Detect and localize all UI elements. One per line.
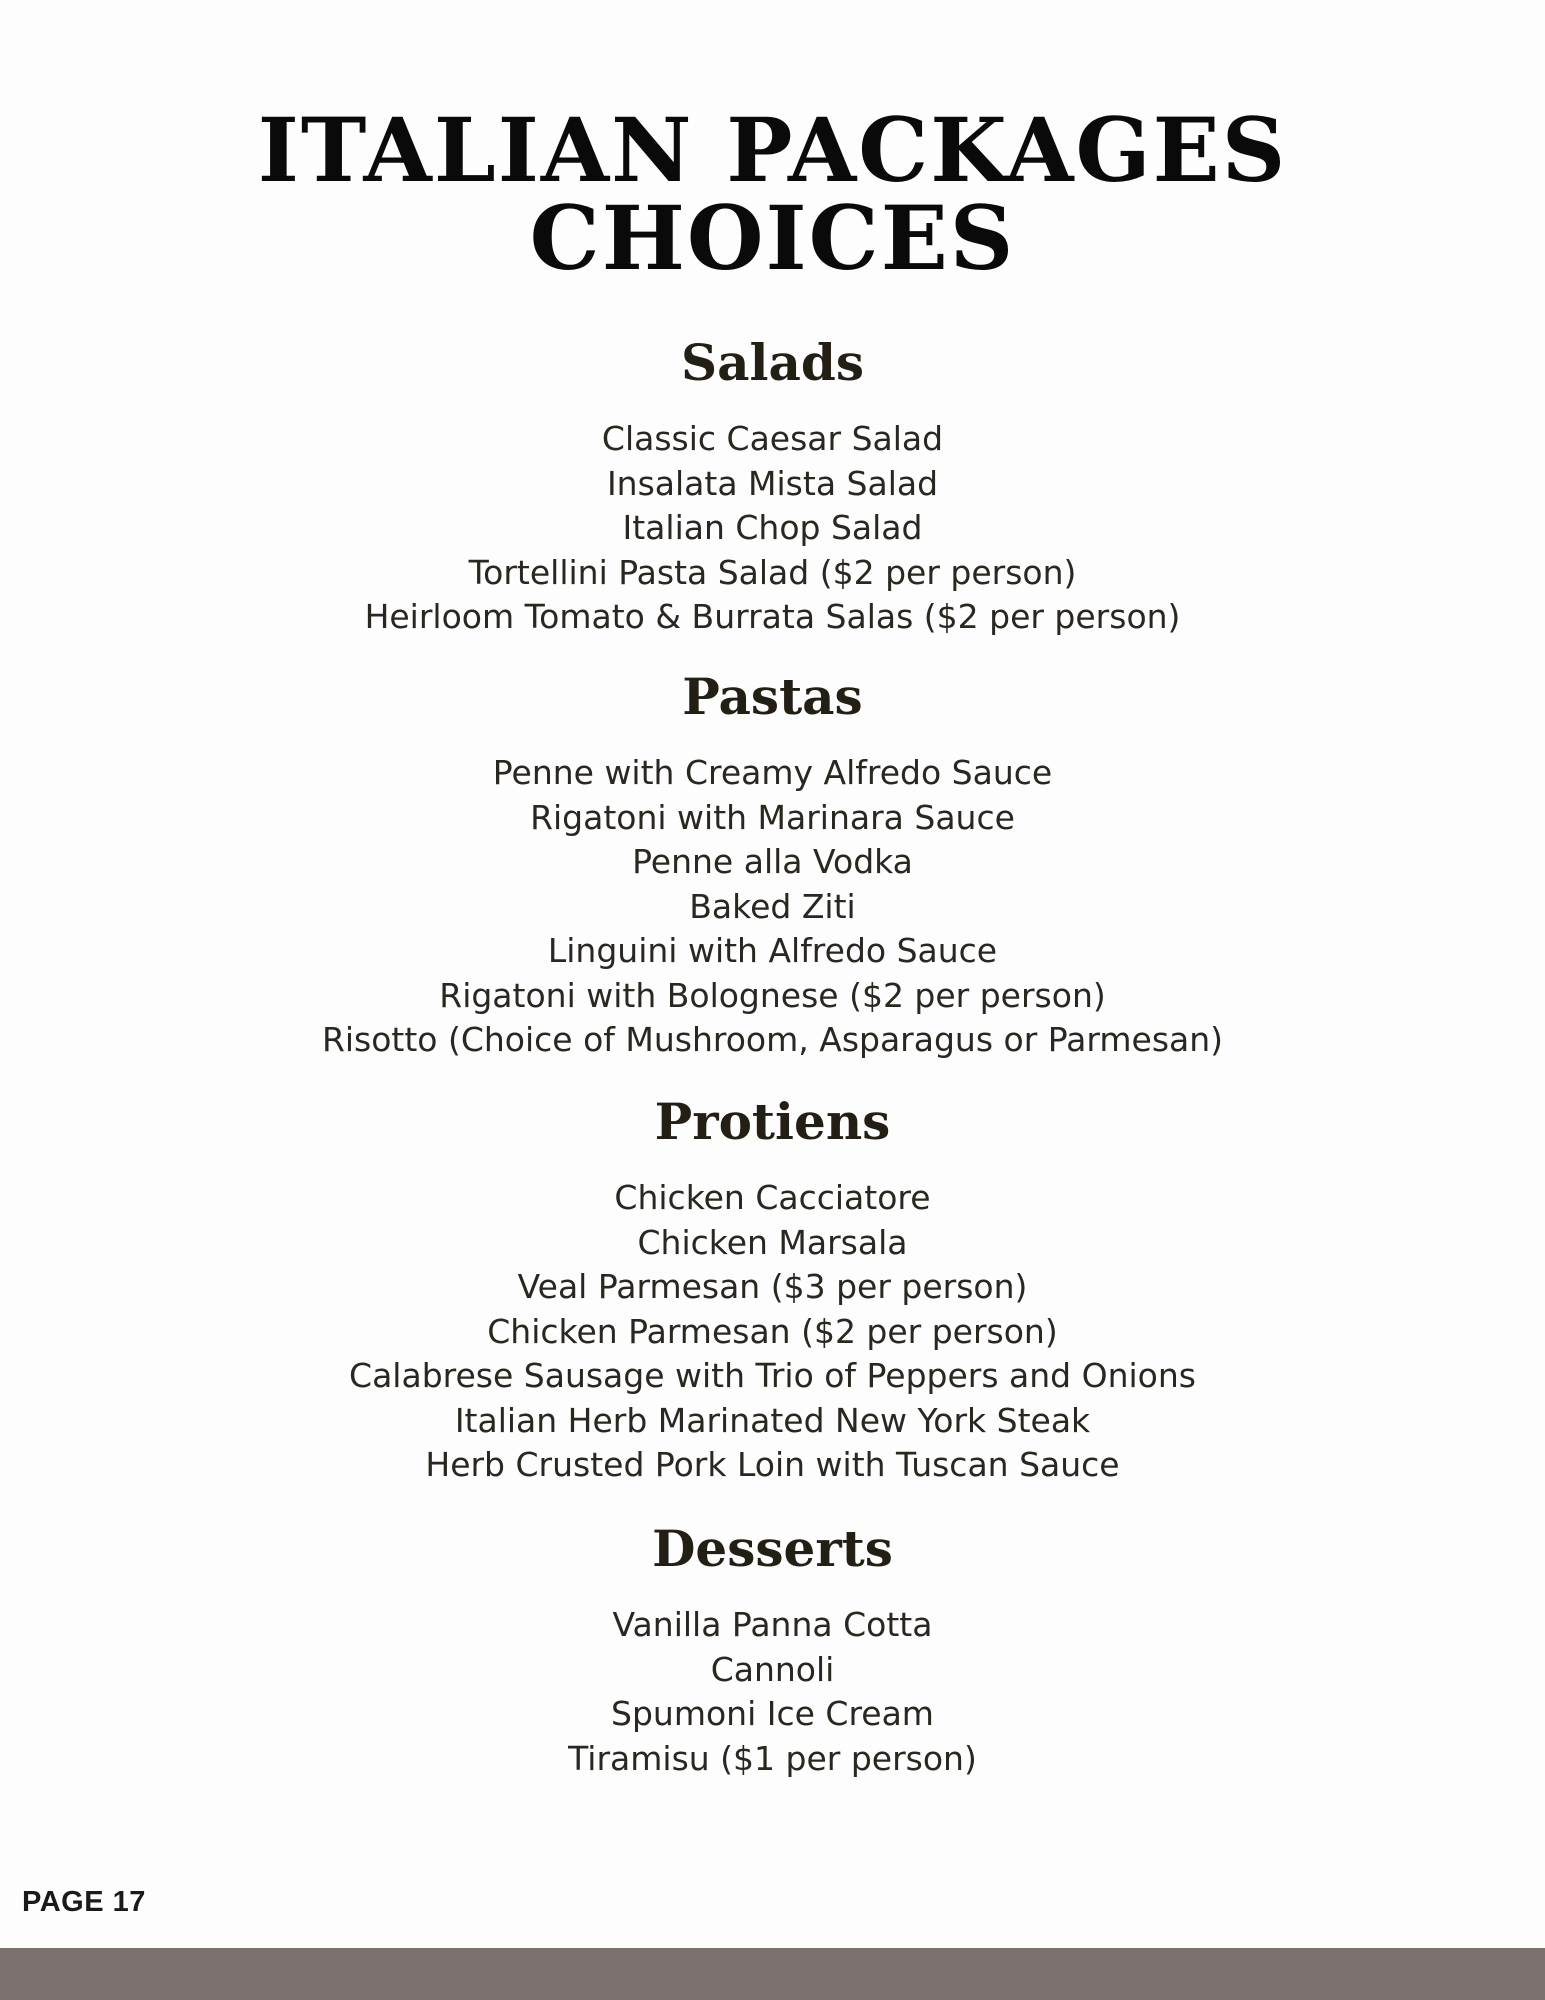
desserts-list xyxy=(0,1603,1545,1781)
list-item: Insalata Mista Salad xyxy=(606,463,939,503)
list-item: Chicken Parmesan ($2 per person) xyxy=(487,1311,1058,1351)
list-item: Rigatoni with Bolognese ($2 per person) xyxy=(439,975,1106,1015)
page-title xyxy=(0,98,1545,290)
list-item: Classic Caesar Salad xyxy=(601,419,944,458)
page-title-line-2: CHOICES xyxy=(529,186,1016,290)
page-number: PAGE 17 xyxy=(22,1886,146,1918)
section-heading-salads: Salads xyxy=(680,333,864,392)
list-item: Linguini with Alfredo Sauce xyxy=(547,931,998,970)
list-item: Herb Crusted Pork Loin with Tuscan Sauce xyxy=(425,1445,1120,1484)
list-item: Veal Parmesan ($3 per person) xyxy=(517,1267,1028,1306)
list-item: Tiramisu ($1 per person) xyxy=(568,1738,977,1778)
list-item: Tortellini Pasta Salad ($2 per person) xyxy=(468,552,1077,592)
list-item: Heirloom Tomato & Burrata Salas ($2 per person) xyxy=(364,597,1181,636)
section-proteins xyxy=(0,1092,1545,1488)
proteins-list xyxy=(0,1176,1545,1488)
section-pastas xyxy=(0,667,1545,1063)
section-heading-proteins: Protiens xyxy=(654,1092,891,1151)
list-item: Risotto (Choice of Mushroom, Asparagus or Parmesan) xyxy=(321,1020,1224,1059)
section-heading-pastas: Pastas xyxy=(682,667,863,726)
list-item: Penne with Creamy Alfredo Sauce xyxy=(492,753,1053,792)
page-title-line-1: ITALIAN PACKAGES xyxy=(257,98,1288,202)
section-desserts xyxy=(0,1519,1545,1781)
list-item: Vanilla Panna Cotta xyxy=(612,1605,933,1644)
list-item: Baked Ziti xyxy=(689,886,856,926)
list-item: Chicken Marsala xyxy=(637,1222,908,1262)
list-item: Penne alla Vodka xyxy=(632,842,913,881)
list-item: Calabrese Sausage with Trio of Peppers and Onions xyxy=(349,1356,1196,1395)
list-item: Spumoni Ice Cream xyxy=(611,1694,934,1733)
list-item: Rigatoni with Marinara Sauce xyxy=(530,797,1015,837)
section-salads xyxy=(0,333,1545,640)
list-item: Chicken Cacciatore xyxy=(614,1178,931,1217)
footer-bar xyxy=(0,1948,1545,2000)
salads-list xyxy=(0,417,1545,640)
list-item: Cannoli xyxy=(710,1649,835,1689)
section-heading-desserts: Desserts xyxy=(652,1519,893,1578)
pastas-list xyxy=(0,751,1545,1063)
list-item: Italian Chop Salad xyxy=(622,508,923,547)
list-item: Italian Herb Marinated New York Steak xyxy=(454,1400,1091,1440)
